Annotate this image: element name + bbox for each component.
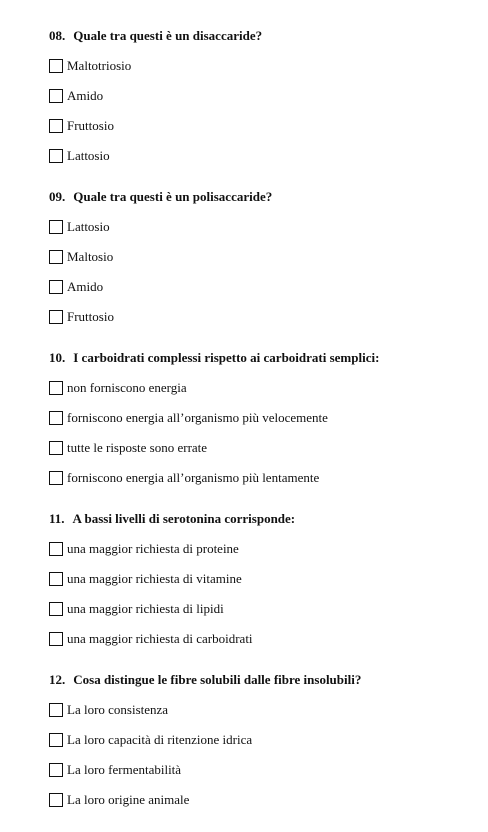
answer-checkbox[interactable] xyxy=(49,89,63,103)
answer-label: non forniscono energia xyxy=(67,380,187,395)
answer-option[interactable] xyxy=(49,599,479,619)
answer-option[interactable] xyxy=(49,247,479,267)
question-title xyxy=(49,188,479,206)
answer-label: La loro fermentabilità xyxy=(67,762,182,777)
answer-checkbox[interactable] xyxy=(49,381,63,395)
question-block xyxy=(49,349,479,488)
answer-option[interactable] xyxy=(49,790,479,810)
answer-checkbox[interactable] xyxy=(49,149,63,163)
question-block xyxy=(49,671,479,810)
answer-option[interactable] xyxy=(49,539,479,559)
question-text: Quale tra questi è un polisaccaride? xyxy=(73,189,273,204)
answer-checkbox[interactable] xyxy=(49,542,63,556)
answer-label: forniscono energia all’organismo più velocemente xyxy=(67,410,328,425)
answer-checkbox[interactable] xyxy=(49,602,63,616)
answer-checkbox[interactable] xyxy=(49,471,63,485)
answer-checkbox[interactable] xyxy=(49,310,63,324)
question-block xyxy=(49,188,479,327)
answer-checkbox[interactable] xyxy=(49,632,63,646)
question-text: A bassi livelli di serotonina corrisponde: xyxy=(72,511,296,526)
answer-option[interactable] xyxy=(49,438,479,458)
answer-label: Lattosio xyxy=(67,219,110,234)
question-title xyxy=(49,510,479,528)
answer-label: forniscono energia all’organismo più lentamente xyxy=(67,470,320,485)
answer-checkbox[interactable] xyxy=(49,119,63,133)
answer-label: tutte le risposte sono errate xyxy=(67,440,208,455)
answer-checkbox[interactable] xyxy=(49,793,63,807)
answer-label: Amido xyxy=(67,88,104,103)
question-title xyxy=(49,671,479,689)
answer-label: Maltotriosio xyxy=(67,58,132,73)
answer-label: Maltosio xyxy=(67,249,114,264)
answer-option[interactable] xyxy=(49,217,479,237)
answer-checkbox[interactable] xyxy=(49,220,63,234)
answer-checkbox[interactable] xyxy=(49,733,63,747)
question-number: 11. xyxy=(49,511,65,526)
answer-option[interactable] xyxy=(49,700,479,720)
answer-label: Fruttosio xyxy=(67,309,114,324)
answer-option[interactable] xyxy=(49,629,479,649)
answer-checkbox[interactable] xyxy=(49,763,63,777)
question-title xyxy=(49,349,479,367)
answer-option[interactable] xyxy=(49,116,479,136)
question-text: Quale tra questi è un disaccaride? xyxy=(73,28,263,43)
answer-checkbox[interactable] xyxy=(49,280,63,294)
answer-option[interactable] xyxy=(49,569,479,589)
answer-option[interactable] xyxy=(49,760,479,780)
answer-label: Lattosio xyxy=(67,148,110,163)
answer-option[interactable] xyxy=(49,56,479,76)
answer-option[interactable] xyxy=(49,146,479,166)
question-text: Cosa distingue le fibre solubili dalle fibre insolubili? xyxy=(73,672,362,687)
answer-label: La loro capacità di ritenzione idrica xyxy=(67,732,253,747)
answer-checkbox[interactable] xyxy=(49,250,63,264)
answer-option[interactable] xyxy=(49,378,479,398)
answer-option[interactable] xyxy=(49,86,479,106)
question-block xyxy=(49,27,479,166)
answer-checkbox[interactable] xyxy=(49,59,63,73)
answer-checkbox[interactable] xyxy=(49,411,63,425)
answer-option[interactable] xyxy=(49,307,479,327)
answer-option[interactable] xyxy=(49,277,479,297)
answer-option[interactable] xyxy=(49,730,479,750)
quiz-form xyxy=(49,27,479,832)
answer-checkbox[interactable] xyxy=(49,572,63,586)
question-block xyxy=(49,510,479,649)
answer-label: Fruttosio xyxy=(67,118,114,133)
answer-label: una maggior richiesta di lipidi xyxy=(67,601,224,616)
answer-option[interactable] xyxy=(49,408,479,428)
answer-label: La loro consistenza xyxy=(67,702,169,717)
answer-label: La loro origine animale xyxy=(67,792,190,807)
answer-label: Amido xyxy=(67,279,104,294)
question-title xyxy=(49,27,479,45)
answer-option[interactable] xyxy=(49,468,479,488)
question-number: 10. xyxy=(49,350,66,365)
question-number: 08. xyxy=(49,28,66,43)
answer-label: una maggior richiesta di proteine xyxy=(67,541,239,556)
question-text: I carboidrati complessi rispetto ai carboidrati semplici: xyxy=(73,350,380,365)
answer-checkbox[interactable] xyxy=(49,441,63,455)
answer-label: una maggior richiesta di carboidrati xyxy=(67,631,253,646)
answer-label: una maggior richiesta di vitamine xyxy=(67,571,242,586)
question-number: 12. xyxy=(49,672,66,687)
answer-checkbox[interactable] xyxy=(49,703,63,717)
question-number: 09. xyxy=(49,189,66,204)
